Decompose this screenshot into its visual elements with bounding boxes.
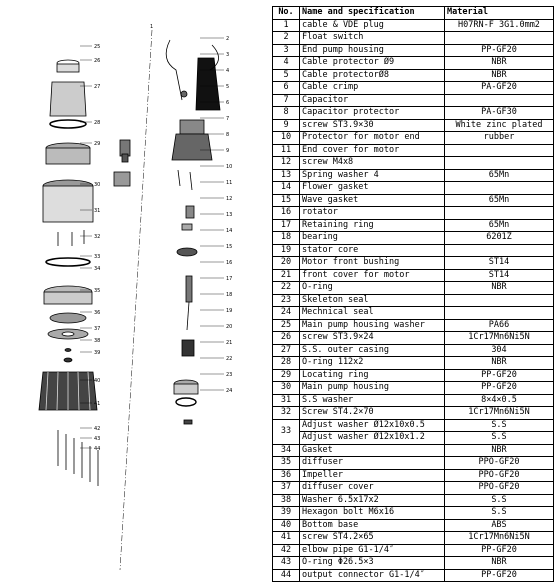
callout-label: 33 — [94, 254, 101, 260]
part-material: PPO-GF20 — [445, 482, 554, 495]
exploded-view-diagram — [0, 0, 272, 585]
table-row — [273, 519, 554, 532]
part-material: NBR — [445, 557, 554, 570]
parts-body — [273, 19, 554, 582]
part-number: 23 — [273, 294, 300, 307]
callout-label: 31 — [94, 208, 101, 214]
table-row — [273, 44, 554, 57]
part-number: 25 — [273, 319, 300, 332]
part-name: End cover for motor — [300, 144, 445, 157]
table-row — [273, 107, 554, 120]
table-row — [273, 244, 554, 257]
callout-label: 17 — [226, 276, 233, 282]
table-row — [273, 269, 554, 282]
part-number: 4 — [273, 57, 300, 70]
part-name: output connector G1-1/4″ — [300, 569, 445, 582]
part-name: Cable protector Ø9 — [300, 57, 445, 70]
part-material: PP-GF20 — [445, 382, 554, 395]
table-row — [273, 132, 554, 145]
part-material — [445, 307, 554, 320]
table-row — [273, 494, 554, 507]
table-row — [273, 157, 554, 170]
table-row — [273, 119, 554, 132]
part-material: PA-GF30 — [445, 107, 554, 120]
callout-label: 2 — [226, 36, 230, 42]
part-number: 6 — [273, 82, 300, 95]
part-number: 3 — [273, 44, 300, 57]
part-name: O-ring Φ26.5×3 — [300, 557, 445, 570]
callout-label: 7 — [226, 116, 230, 122]
table-row — [273, 294, 554, 307]
part-number: 21 — [273, 269, 300, 282]
part-material: PPO-GF20 — [445, 457, 554, 470]
part-material: ST14 — [445, 257, 554, 270]
part-material — [445, 294, 554, 307]
part-name: screw ST3.9×24 — [300, 332, 445, 345]
part-name: stator core — [300, 244, 445, 257]
part-material: 304 — [445, 344, 554, 357]
part-material: S.S — [445, 507, 554, 520]
part-name: O-ring 112x2 — [300, 357, 445, 370]
part-number: 27 — [273, 344, 300, 357]
part-number: 39 — [273, 507, 300, 520]
part-name: O-ring — [300, 282, 445, 295]
part-name: front cover for motor — [300, 269, 445, 282]
callout-label: 18 — [226, 292, 233, 298]
part-number: 13 — [273, 169, 300, 182]
table-row — [273, 19, 554, 32]
header-no: No. — [273, 7, 300, 20]
part-name: S.S washer — [300, 394, 445, 407]
table-row — [273, 382, 554, 395]
part-material: ABS — [445, 519, 554, 532]
part-material: 1Cr17Mn6Ni5N — [445, 407, 554, 420]
table-row — [273, 169, 554, 182]
table-row — [273, 32, 554, 45]
table-row — [273, 344, 554, 357]
part-number: 40 — [273, 519, 300, 532]
table-row — [273, 469, 554, 482]
part-name: Skeleton seal — [300, 294, 445, 307]
callout-label: 4 — [226, 68, 230, 74]
part-number: 11 — [273, 144, 300, 157]
part-material: NBR — [445, 282, 554, 295]
table-row — [273, 182, 554, 195]
part-material — [445, 182, 554, 195]
part-material: PP-GF20 — [445, 44, 554, 57]
part-name: screw ST4.2×65 — [300, 532, 445, 545]
part-name: Locating ring — [300, 369, 445, 382]
callout-label: 22 — [226, 356, 233, 362]
part-name: Cable crimp — [300, 82, 445, 95]
table-row — [273, 144, 554, 157]
callout-label: 41 — [94, 401, 101, 407]
part-name: bearing — [300, 232, 445, 245]
callout-label: 11 — [226, 180, 233, 186]
table-row — [273, 282, 554, 295]
part-material: 65Mn — [445, 194, 554, 207]
part-number: 20 — [273, 257, 300, 270]
part-number: 12 — [273, 157, 300, 170]
part-material — [445, 157, 554, 170]
callout-label: 19 — [226, 308, 233, 314]
part-name: Capacitor protector — [300, 107, 445, 120]
callout-label: 27 — [94, 84, 101, 90]
table-row — [273, 82, 554, 95]
part-name: Bottom base — [300, 519, 445, 532]
part-name: Adjust washer Ø12x10x1.2 — [300, 432, 445, 445]
callout-label: 16 — [226, 260, 233, 266]
callout-label: 8 — [226, 132, 230, 138]
part-number: 41 — [273, 532, 300, 545]
part-material — [445, 32, 554, 45]
table-row — [273, 257, 554, 270]
callout-label: 23 — [226, 372, 233, 378]
callout-label: 36 — [94, 310, 101, 316]
part-material: S.S — [445, 419, 554, 432]
table-row — [273, 194, 554, 207]
callout-label: 15 — [226, 244, 233, 250]
part-material: PP-GF20 — [445, 544, 554, 557]
right-assembly — [166, 40, 220, 424]
table-row — [273, 544, 554, 557]
part-material: S.S — [445, 494, 554, 507]
callout-label: 3 — [226, 52, 230, 58]
callout-1: 1 — [150, 24, 154, 30]
callout-label: 29 — [94, 141, 101, 147]
header-material: Material — [445, 7, 554, 20]
table-row — [273, 232, 554, 245]
table-row — [273, 394, 554, 407]
part-name: Hexagon bolt M6x16 — [300, 507, 445, 520]
table-row — [273, 507, 554, 520]
callout-label: 5 — [226, 84, 230, 90]
part-material: 1Cr17Mn6Ni5N — [445, 332, 554, 345]
callout-label: 24 — [226, 388, 233, 394]
part-number: 16 — [273, 207, 300, 220]
table-row — [273, 94, 554, 107]
part-material: S.S — [445, 432, 554, 445]
part-number: 31 — [273, 394, 300, 407]
table-row — [273, 419, 554, 432]
part-name: Float switch — [300, 32, 445, 45]
part-name: Mechnical seal — [300, 307, 445, 320]
callout-label: 43 — [94, 436, 101, 442]
part-material — [445, 207, 554, 220]
part-number: 26 — [273, 332, 300, 345]
part-name: Washer 6.5x17x2 — [300, 494, 445, 507]
part-number: 8 — [273, 107, 300, 120]
part-material: 65Mn — [445, 169, 554, 182]
callout-label: 40 — [94, 378, 101, 384]
part-number: 22 — [273, 282, 300, 295]
part-material — [445, 244, 554, 257]
part-material — [445, 144, 554, 157]
part-name: Spring washer 4 — [300, 169, 445, 182]
part-name: Gasket — [300, 444, 445, 457]
part-number: 32 — [273, 407, 300, 420]
part-material: H07RN-F 3G1.0mm2 — [445, 19, 554, 32]
part-number: 30 — [273, 382, 300, 395]
callout-label: 6 — [226, 100, 230, 106]
part-material: rubber — [445, 132, 554, 145]
part-number: 43 — [273, 557, 300, 570]
table-header-row — [273, 7, 554, 20]
part-number: 28 — [273, 357, 300, 370]
part-number: 36 — [273, 469, 300, 482]
callout-label: 21 — [226, 340, 233, 346]
part-number: 10 — [273, 132, 300, 145]
part-name: Motor front bushing — [300, 257, 445, 270]
table-row — [273, 457, 554, 470]
part-name: diffuser — [300, 457, 445, 470]
part-name: Main pump housing — [300, 382, 445, 395]
part-number: 2 — [273, 32, 300, 45]
part-name: rotator — [300, 207, 445, 220]
callout-label: 42 — [94, 426, 101, 432]
callout-label: 25 — [94, 44, 101, 50]
part-name: Main pump housing washer — [300, 319, 445, 332]
table-row — [273, 532, 554, 545]
part-material: 65Mn — [445, 219, 554, 232]
part-number: 35 — [273, 457, 300, 470]
part-material: PP-GF20 — [445, 569, 554, 582]
callout-label: 38 — [94, 338, 101, 344]
table-row — [273, 557, 554, 570]
part-material: 6201Z — [445, 232, 554, 245]
table-row — [273, 357, 554, 370]
table-row — [273, 57, 554, 70]
part-material: 1Cr17Mn6Ni5N — [445, 532, 554, 545]
table-row — [273, 319, 554, 332]
callout-label: 44 — [94, 446, 101, 452]
part-material — [445, 94, 554, 107]
table-row — [273, 369, 554, 382]
table-row — [273, 432, 554, 445]
part-name: Cable protectorØ8 — [300, 69, 445, 82]
part-material: PA66 — [445, 319, 554, 332]
table-row — [273, 332, 554, 345]
callout-label: 39 — [94, 350, 101, 356]
part-material: NBR — [445, 69, 554, 82]
part-material: NBR — [445, 444, 554, 457]
part-name: Retaining ring — [300, 219, 445, 232]
part-material: PP-GF20 — [445, 369, 554, 382]
part-name: Impeller — [300, 469, 445, 482]
part-number: 34 — [273, 444, 300, 457]
callout-label: 13 — [226, 212, 233, 218]
table-row — [273, 444, 554, 457]
part-number: 24 — [273, 307, 300, 320]
table-row — [273, 69, 554, 82]
callout-label: 37 — [94, 326, 101, 332]
part-name: elbow pipe G1-1/4″ — [300, 544, 445, 557]
part-number: 38 — [273, 494, 300, 507]
part-material: ST14 — [445, 269, 554, 282]
part-material: NBR — [445, 357, 554, 370]
part-number: 37 — [273, 482, 300, 495]
part-material: 8×4×0.5 — [445, 394, 554, 407]
part-name: Adjust washer Ø12x10x0.5 — [300, 419, 445, 432]
parts-table — [272, 6, 554, 582]
part-number: 29 — [273, 369, 300, 382]
part-number: 42 — [273, 544, 300, 557]
callout-label: 9 — [226, 148, 230, 154]
part-name: screw M4x8 — [300, 157, 445, 170]
part-number: 1 — [273, 19, 300, 32]
part-name: S.S. outer casing — [300, 344, 445, 357]
table-row — [273, 307, 554, 320]
part-name: Capacitor — [300, 94, 445, 107]
center-axis — [120, 30, 152, 570]
callout-label: 28 — [94, 120, 101, 126]
callout-label: 34 — [94, 266, 101, 272]
callout-label: 12 — [226, 196, 233, 202]
part-name: End pump housing — [300, 44, 445, 57]
callout-label: 20 — [226, 324, 233, 330]
part-name: Wave gasket — [300, 194, 445, 207]
callout-label: 30 — [94, 182, 101, 188]
part-name: Protector for motor end — [300, 132, 445, 145]
part-number: 14 — [273, 182, 300, 195]
part-number: 44 — [273, 569, 300, 582]
part-material: White zinc plated — [445, 119, 554, 132]
header-name: Name and specification — [300, 7, 445, 20]
table-row — [273, 219, 554, 232]
part-material: NBR — [445, 57, 554, 70]
table-row — [273, 407, 554, 420]
part-material: PPO-GF20 — [445, 469, 554, 482]
part-number: 33 — [273, 419, 300, 444]
part-number: 19 — [273, 244, 300, 257]
part-name: screw ST3.9×30 — [300, 119, 445, 132]
part-number: 7 — [273, 94, 300, 107]
callout-label: 35 — [94, 288, 101, 294]
part-name: Flower gasket — [300, 182, 445, 195]
callout-label: 26 — [94, 58, 101, 64]
table-row — [273, 569, 554, 582]
part-material: PA-GF20 — [445, 82, 554, 95]
callout-label: 10 — [226, 164, 233, 170]
part-number: 9 — [273, 119, 300, 132]
part-number: 5 — [273, 69, 300, 82]
table-row — [273, 482, 554, 495]
callout-label: 32 — [94, 234, 101, 240]
part-name: diffuser cover — [300, 482, 445, 495]
left-assembly — [39, 60, 130, 486]
part-name: cable & VDE plug — [300, 19, 445, 32]
part-name: Screw ST4.2×70 — [300, 407, 445, 420]
table-row — [273, 207, 554, 220]
part-number: 15 — [273, 194, 300, 207]
part-number: 18 — [273, 232, 300, 245]
callout-label: 14 — [226, 228, 233, 234]
part-number: 17 — [273, 219, 300, 232]
